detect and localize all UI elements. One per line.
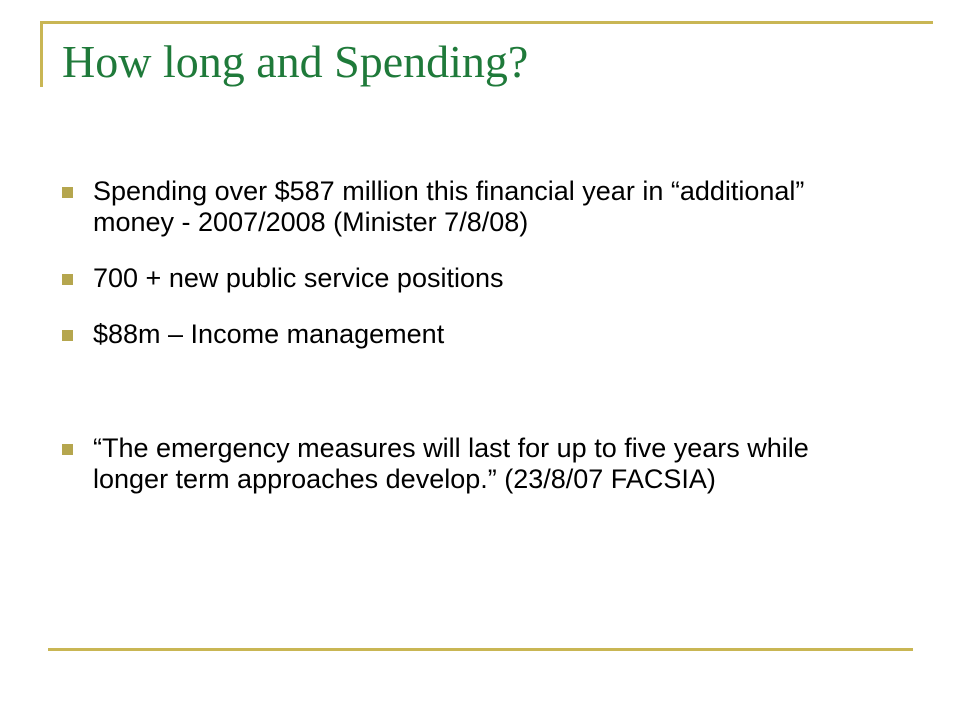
bullet-text: 700 + new public service positions <box>93 263 504 293</box>
slide-title: How long and Spending? <box>62 36 529 87</box>
bullet-item-spending <box>62 176 862 238</box>
left-rule <box>40 21 43 87</box>
bullet-text: Spending over $587 million this financial year in “additional” money - 2007/2008 (Minister 7/8/08) <box>93 176 805 237</box>
square-bullet-icon <box>62 330 73 341</box>
top-rule <box>40 21 933 24</box>
bullet-text: “The emergency measures will last for up to five years while longer term approaches develop.” (23/8/07 FACSIA) <box>93 433 809 494</box>
bullet-item-positions <box>62 263 862 294</box>
bullet-text: $88m – Income management <box>93 319 445 349</box>
square-bullet-icon <box>62 274 73 285</box>
bottom-rule <box>48 648 913 651</box>
bullet-list <box>62 176 862 495</box>
square-bullet-icon <box>62 187 73 198</box>
square-bullet-icon <box>62 444 73 455</box>
bullet-item-income-management <box>62 319 862 350</box>
bullet-item-quote <box>62 433 862 495</box>
